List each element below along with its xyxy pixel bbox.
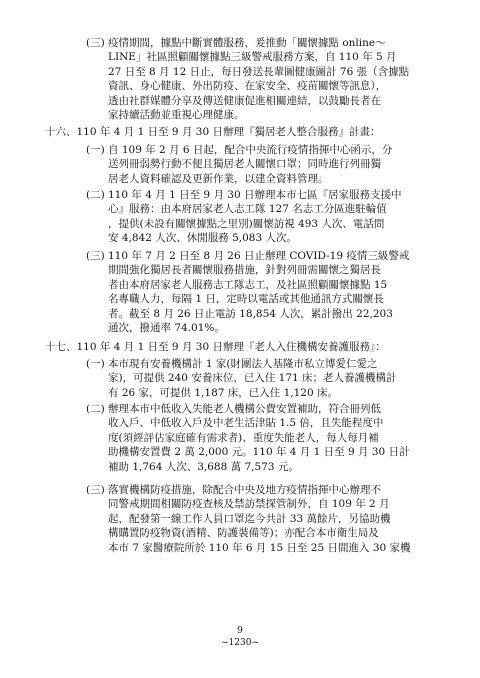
item-marker-text: (三): [86, 37, 105, 49]
text-line: 透由社群媒體分享及傳送健康促進相關連結，以鼓勵長者在: [108, 94, 381, 107]
item-marker-text: (三): [86, 250, 105, 262]
total-page-number: [0, 638, 480, 649]
text-line: LINE」社區照顧關懷據點三級警戒服務方案，自 110 年 5 月: [108, 51, 397, 64]
text-line: 安 4,842 人次、休閒服務 5,083 人次。: [108, 232, 297, 245]
section-heading-text: 十六、110 年 4 月 1 日至 9 月 30 日辦理『獨居老人整合服務』計畫：: [45, 126, 381, 138]
item-marker: [86, 188, 105, 202]
paragraph-home-service-center: [108, 188, 453, 246]
item-marker: [86, 36, 105, 50]
text-line: 起，配發第一線工作人員口罩迄今共計 33 萬餘片，另協助機: [108, 512, 391, 525]
page-number-text: 9: [237, 626, 243, 636]
text-line: 通次，撥通率 74.01%。: [108, 322, 225, 335]
paragraph-nursing-facilities: [108, 357, 453, 400]
text-line: 落實機構防疫措施，除配合中央及地方疫情指揮中心辦理不: [108, 484, 381, 496]
text-line: 家)，可提供 240 安養床位，已入住 171 床；老人養護機構計: [108, 372, 397, 385]
text-line: 者由本府居家老人服務志工隊志工，及社區照顧關懷據點 15: [108, 278, 388, 291]
section-heading: [45, 125, 455, 139]
text-line: 居老人資料確認及更新作業，以建全資料管理。: [108, 172, 329, 185]
text-line: 自 109 年 2 月 6 日起，配合中央流行疫情指揮中心函示，分: [108, 144, 393, 156]
text-line: ，提供(未設有關懷據點之里別)關懷訪視 493 人次、電話問: [108, 217, 385, 230]
item-marker-text: (二): [86, 403, 105, 415]
paragraph-placement-subsidy: [108, 402, 453, 474]
paragraph-covid-service: [108, 36, 453, 122]
item-marker: [86, 249, 105, 263]
item-marker: [86, 402, 105, 416]
text-line: 有 26 家，可提供 1,187 床，已入住 1,120 床。: [108, 386, 339, 399]
paragraph-facility-epidemic-prevention: [108, 483, 453, 555]
item-marker-text: (二): [86, 189, 105, 201]
text-line: 助機構安置費 2 萬 2,000 元。110 年 4 月 1 日至 9 月 30 日計: [108, 446, 410, 459]
text-line: 補助 1,764 人次、3,688 萬 7,573 元。: [108, 460, 299, 473]
item-marker-text: (一): [86, 358, 105, 370]
text-line: 者。截至 8 月 26 日止電訪 18,854 人次，累計撥出 22,203: [108, 307, 393, 320]
item-marker: [86, 143, 105, 157]
page-number: [0, 626, 480, 637]
text-line: 資訊、身心健康、外出防疫、在家安全、疫苗關懷等訊息），: [108, 80, 387, 93]
text-line: 度(須經評估家庭確有需求者)、重度失能老人，每人每月補: [108, 431, 379, 444]
text-line: 期間強化獨居長者關懷服務措施，針對列冊需關懷之獨居長: [108, 264, 381, 277]
text-line: 構購置防疫物資(酒精、防護裝備等)；亦配合本市衛生局及: [108, 527, 379, 540]
item-marker-text: (一): [86, 144, 105, 156]
section-heading: [45, 340, 455, 354]
item-marker-text: (三): [86, 484, 105, 496]
text-line: 名專職人力，每隔 1 日，定時以電話或其他通訊方式關懷長: [108, 293, 384, 306]
text-line: 110 年 4 月 1 日至 9 月 30 日辦理本市七區『居家服務支援中: [108, 189, 402, 201]
text-line: 送列冊弱勢行動不便且獨居老人關懷口罩；同時進行列冊獨: [108, 158, 381, 171]
paragraph-covid-care-measures: [108, 249, 453, 335]
text-line: 心』服務：由本府居家老人志工隊 127 名志工分區進駐輪值: [108, 203, 387, 216]
text-line: 27 日至 8 月 12 日止，每日發送長輩圖健康圖計 76 張（含據點: [108, 65, 410, 78]
text-line: 辦理本市中低收入失能老人機構公費安置補助，符合冊列低: [108, 403, 381, 415]
text-line: 本市現有安養機構計 1 家(財團法人基隆市私立博愛仁愛之: [108, 358, 378, 370]
paragraph-mask-distribution: [108, 143, 453, 186]
text-line: 家持續活動並重視心理健康。: [108, 109, 245, 122]
text-line: 同警戒期間相關防疫查核及禁訪禁探管制外，自 109 年 2 月: [108, 498, 390, 511]
text-line: 疫情期間，據點中斷實體服務，爰推動「關懷據點 online～: [108, 37, 386, 49]
text-line: 110 年 7 月 2 日至 8 月 26 日止辦理 COVID-19 疫情三級警戒: [108, 250, 410, 262]
text-line: 本市 7 家醫療院所於 110 年 6 月 15 日至 25 日間進入 30 家機: [108, 541, 411, 554]
total-page-number-text: ~1230~: [221, 638, 259, 648]
text-line: 收入戶、中低收入戶及中老生活津貼 1.5 倍，且失能程度中: [108, 417, 384, 430]
section-heading-text: 十七、110 年 4 月 1 日至 9 月 30 日辦理『老人入住機構安養護服務』：: [45, 341, 386, 353]
item-marker: [86, 483, 105, 497]
item-marker: [86, 357, 105, 371]
